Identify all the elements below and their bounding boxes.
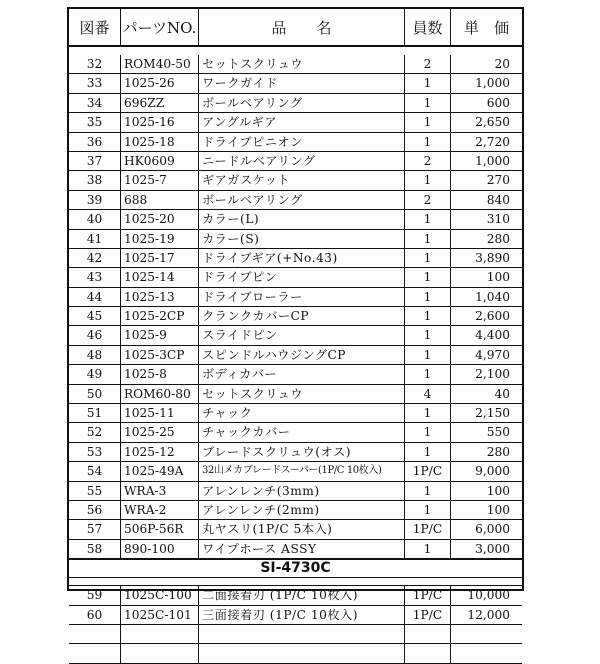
table-row [69,210,522,229]
table-row [69,462,522,481]
table-body [69,55,522,664]
table-row [69,540,522,559]
item-name-cell: チャック [199,404,405,422]
table-row [69,152,522,171]
figure-no-cell: 37 [69,152,121,170]
table-row [69,133,522,152]
quantity-cell: 1 [405,404,451,422]
table-row [69,230,522,249]
figure-no-cell: 45 [69,307,121,325]
figure-no-cell: 34 [69,94,121,112]
part-no-cell: 1025-13 [121,288,199,306]
table-row [69,501,522,520]
quantity-cell: 1 [405,307,451,325]
figure-no-cell: 43 [69,268,121,286]
unit-price-cell: 4,970 [475,347,510,362]
unit-price-cell: 100 [486,270,510,285]
table-row [69,520,522,539]
quantity-cell: 1P/C [405,462,451,480]
item-name-cell: ボールベアリング [199,94,405,112]
part-no-cell: 1025-18 [121,133,199,151]
figure-no-cell: 60 [69,606,121,624]
quantity-cell: 1 [405,365,451,383]
unit-price-cell: 20 [494,57,510,71]
figure-no-cell: 59 [69,586,121,604]
figure-no-cell: 39 [69,191,121,209]
part-no-cell: 1025-9 [121,326,199,344]
header-item-name: 品 名 [199,9,405,45]
table-row [69,307,522,326]
unit-price-cell: 2,600 [475,309,510,324]
item-name-cell: ニードルベアリング [199,152,405,170]
quantity-cell: 1P/C [405,606,451,624]
figure-no-cell: 40 [69,210,121,228]
item-name-cell: ブレードスクリュウ(オス) [199,443,405,461]
part-no-cell: WRA-3 [121,482,199,500]
part-no-cell: 1025C-101 [121,606,199,624]
part-no-cell: 1025-12 [121,443,199,461]
unit-price-cell: 2,720 [475,134,510,149]
empty-cell [199,644,405,662]
quantity-cell: 1 [405,230,451,248]
table-row [69,443,522,462]
unit-price-cell: 100 [486,502,510,517]
figure-no-cell: 49 [69,365,121,383]
table-row [69,365,522,384]
part-no-cell: HK0609 [121,152,199,170]
figure-no-cell: 44 [69,288,121,306]
item-name-cell: ドライブピン [199,268,405,286]
part-no-cell: 1025-3CP [121,346,199,364]
unit-price-cell: 2,650 [475,115,510,130]
item-name-cell: 32山メカブレードスーパー(1P/C 10枚入) [199,462,405,480]
quantity-cell: 1 [405,74,451,92]
table-row [69,268,522,287]
table-row [69,586,522,605]
quantity-cell: 1 [405,133,451,151]
figure-no-cell: 56 [69,501,121,519]
quantity-cell: 1 [405,346,451,364]
item-name-cell: スピンドルハウジングCP [199,346,405,364]
quantity-cell: 1 [405,171,451,189]
table-row [69,423,522,442]
unit-price-cell: 280 [486,231,510,246]
part-no-cell: 1025C-100 [121,586,199,604]
header-quantity: 員数 [405,9,451,45]
figure-no-cell: 32 [69,55,121,73]
figure-no-cell: 58 [69,540,121,558]
figure-no-cell: 46 [69,326,121,344]
table-row [69,191,522,210]
part-no-cell: 696ZZ [121,94,199,112]
table-row [69,482,522,501]
quantity-cell: 2 [405,55,451,73]
parts-list-table [67,7,524,622]
unit-price-cell: 1,000 [475,76,510,91]
part-no-cell: 1025-14 [121,268,199,286]
unit-price-cell: 2,150 [475,406,510,421]
empty-row [69,625,522,644]
item-name-cell: ギアガスケット [199,171,405,189]
part-no-cell: 890-100 [121,540,199,558]
quantity-cell: 1 [405,288,451,306]
item-name-cell: 丸ヤスリ(1P/C 5本入) [199,520,405,538]
figure-no-cell: 48 [69,346,121,364]
header-part-no: パーツNO. [121,9,199,45]
figure-no-cell: 53 [69,443,121,461]
figure-no-cell: 35 [69,113,121,131]
quantity-cell: 4 [405,385,451,403]
empty-cell [69,625,121,643]
part-no-cell: 1025-16 [121,113,199,131]
table-row [69,288,522,307]
part-no-cell: 1025-11 [121,404,199,422]
table-row [69,326,522,345]
spacer-row [69,578,522,586]
part-no-cell: 1025-7 [121,171,199,189]
item-name-cell: クランクカバーCP [199,307,405,325]
part-no-cell: 1025-26 [121,74,199,92]
part-no-cell: 1025-25 [121,423,199,441]
unit-price-cell: 3,890 [475,250,510,265]
table-row [69,346,522,365]
quantity-cell: 1 [405,210,451,228]
quantity-cell: 1 [405,423,451,441]
part-no-cell: 506P-56R [121,520,199,538]
table-row [69,385,522,404]
unit-price-cell: 600 [486,95,510,110]
unit-price-cell: 10,000 [467,588,510,603]
table-row [69,249,522,268]
table-row [69,606,522,625]
figure-no-cell: 41 [69,230,121,248]
unit-price-cell: 1,040 [475,289,510,304]
part-no-cell: 1025-49A [121,462,199,480]
part-no-cell: ROM40-50 [121,55,199,73]
quantity-cell: 2 [405,191,451,209]
empty-cell [451,625,522,643]
item-name-cell: ドライブギア(+No.43) [199,249,405,267]
empty-cell [69,644,121,662]
unit-price-cell: 2,100 [475,367,510,382]
unit-price-cell: 4,400 [475,328,510,343]
part-no-cell: WRA-2 [121,501,199,519]
empty-cell [199,625,405,643]
part-no-cell: 1025-19 [121,230,199,248]
part-no-cell: 688 [121,191,199,209]
part-no-cell: 1025-8 [121,365,199,383]
unit-price-cell: 550 [486,425,510,440]
item-name-cell: 三面接着刃 (1P/C 10枚入) [199,606,405,624]
quantity-cell: 1 [405,113,451,131]
table-row [69,94,522,113]
item-name-cell: ワイプホース ASSY [199,540,405,558]
item-name-cell: チャックカバー [199,423,405,441]
item-name-cell: カラー(L) [199,210,405,228]
figure-no-cell: 42 [69,249,121,267]
unit-price-cell: 280 [486,444,510,459]
part-no-cell: 1025-2CP [121,307,199,325]
unit-price-cell: 100 [486,483,510,498]
figure-no-cell: 33 [69,74,121,92]
unit-price-cell: 12,000 [467,607,510,622]
quantity-cell: 1 [405,482,451,500]
table-row [69,404,522,423]
empty-cell [121,644,199,662]
figure-no-cell: 50 [69,385,121,403]
figure-no-cell: 57 [69,520,121,538]
item-name-cell: ボールベアリング [199,191,405,209]
unit-price-cell: 40 [494,386,510,401]
item-name-cell: アレンレンチ(2mm) [199,501,405,519]
item-name-cell: アングルギア [199,113,405,131]
table-row [69,55,522,74]
quantity-cell: 1 [405,249,451,267]
unit-price-cell: 3,000 [475,541,510,556]
item-name-cell: アレンレンチ(3mm) [199,482,405,500]
quantity-cell: 1P/C [405,586,451,604]
quantity-cell: 1 [405,326,451,344]
header-figure-no: 図番 [69,9,121,45]
item-name-cell: ドライブローラー [199,288,405,306]
empty-cell [451,644,522,662]
empty-row [69,644,522,663]
part-no-cell: 1025-17 [121,249,199,267]
quantity-cell: 1 [405,501,451,519]
empty-cell [405,625,451,643]
header-unit-price: 単 価 [463,18,509,37]
table-row [69,113,522,132]
figure-no-cell: 38 [69,171,121,189]
part-no-cell: 1025-20 [121,210,199,228]
item-name-cell: スライドピン [199,326,405,344]
quantity-cell: 1 [405,268,451,286]
unit-price-cell: 840 [486,192,510,207]
quantity-cell: 1P/C [405,520,451,538]
unit-price-cell: 6,000 [475,522,510,537]
table-row [69,171,522,190]
item-name-cell: 二面接着刃 (1P/C 10枚入) [199,586,405,604]
unit-price-cell: 9,000 [475,464,510,479]
unit-price-cell: 270 [486,173,510,188]
empty-cell [405,644,451,662]
model-label: SI-4730C [69,559,522,578]
quantity-cell: 2 [405,152,451,170]
quantity-cell: 1 [405,443,451,461]
figure-no-cell: 52 [69,423,121,441]
figure-no-cell: 55 [69,482,121,500]
table-row [69,74,522,93]
item-name-cell: ワークガイド [199,74,405,92]
item-name-cell: セットスクリュウ [199,55,405,73]
table-header [69,9,522,47]
unit-price-cell: 310 [486,212,510,227]
item-name-cell: セットスクリュウ [199,385,405,403]
empty-cell [121,625,199,643]
part-no-cell: ROM60-80 [121,385,199,403]
item-name-cell: ボディカバー [199,365,405,383]
item-name-cell: ドライブピニオン [199,133,405,151]
figure-no-cell: 51 [69,404,121,422]
quantity-cell: 1 [405,94,451,112]
unit-price-cell: 1,000 [475,153,510,168]
figure-no-cell: 54 [69,462,121,480]
quantity-cell: 1 [405,540,451,558]
item-name-cell: カラー(S) [199,230,405,248]
figure-no-cell: 36 [69,133,121,151]
